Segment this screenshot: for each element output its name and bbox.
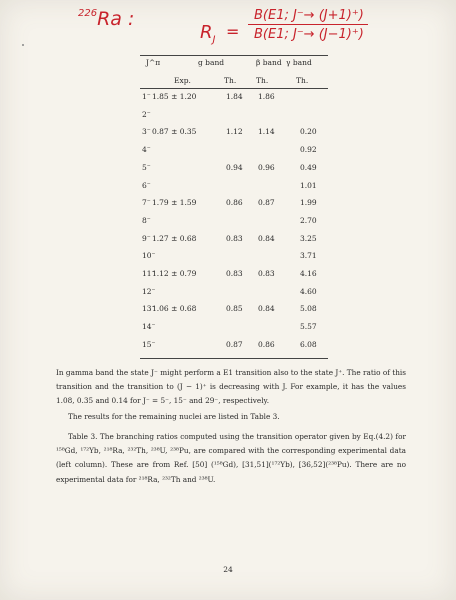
- cell-g-th: 1.12: [226, 127, 243, 137]
- cell-jpi: 15⁻: [142, 339, 156, 349]
- table-row: [140, 287, 330, 297]
- table-row: [140, 127, 330, 137]
- header-gamma-band: γ band: [286, 58, 312, 67]
- table-row: [140, 145, 330, 155]
- cell-g-th: 0.83: [226, 233, 243, 243]
- cell-gamma-th: 2.70: [300, 215, 317, 225]
- cell-exp: 1.12 ± 0.79: [152, 269, 197, 278]
- cell-jpi: 9⁻: [142, 233, 151, 243]
- cell-beta-th: 0.83: [258, 269, 275, 278]
- cell-gamma-th: 6.08: [300, 339, 317, 349]
- cell-g-th: 0.87: [226, 339, 243, 349]
- cell-jpi: 8⁻: [142, 215, 151, 225]
- cell-beta-th: 0.86: [258, 339, 275, 349]
- cell-exp: 0.87 ± 0.35: [152, 127, 197, 137]
- table-row: [140, 110, 330, 120]
- cell-beta-th: 0.84: [258, 233, 275, 243]
- table-row: [140, 163, 330, 173]
- cell-exp: 1.27 ± 0.68: [152, 233, 197, 243]
- cell-jpi: 2⁻: [142, 109, 151, 119]
- cell-gamma-th: 5.57: [300, 322, 317, 332]
- cell-jpi: 11⁻: [142, 269, 156, 278]
- paper-speck: [22, 44, 24, 46]
- fraction-numerator: B(E1; J⁻→ (J+1)⁺): [254, 8, 364, 23]
- nucleus-symbol: Ra :: [97, 8, 135, 30]
- table-bottom-rule: [140, 358, 328, 359]
- handwritten-nucleus-label: [78, 8, 134, 30]
- table-3-caption: Table 3. The branching ratios computed using the transition operator given by Eq.(4.2) for ¹⁵⁸Gd, ¹⁷²Yb, ²¹⁸Ra, ²³²Th, ²³⁸U, ²³⁸Pu, are compared with the corresponding experimental data (left column). These are from Ref. [50] (¹⁵⁸Gd), [31,51](¹⁷²Yb), [36,52](²³⁸Pu). There are no experimental data for ²¹⁸Ra, ²³²Th and ²³⁸U.: [56, 432, 406, 484]
- cell-gamma-th: 1.01: [300, 180, 317, 190]
- nucleus-mass: 226: [78, 8, 98, 19]
- table-top-rule: [140, 55, 328, 56]
- header-th-beta: Th.: [256, 76, 269, 85]
- cell-gamma-th: 0.92: [300, 145, 317, 155]
- handwritten-fraction: [248, 8, 398, 42]
- table-row: [140, 216, 330, 226]
- cell-beta-th: 0.84: [258, 304, 275, 314]
- header-th-g: Th.: [224, 76, 237, 85]
- cell-jpi: 6⁻: [142, 180, 151, 190]
- header-g-band: g band: [198, 58, 225, 67]
- cell-g-th: 1.84: [226, 92, 243, 101]
- cell-gamma-th: 1.99: [300, 198, 317, 208]
- paragraph-gamma-band: In gamma band the state J⁻ might perform a E1 transition also to the state J⁺. The ratio of this transition and the transition to (J − 1)⁺ is decreasing with J. For example, it has the values 1.08, 0.35 and 0.14 for J⁻ = 5⁻, 15⁻ and 29⁻, respectively.: [56, 368, 406, 406]
- table-row: [140, 269, 330, 279]
- cell-gamma-th: 5.08: [300, 304, 317, 314]
- table-row: [140, 340, 330, 350]
- cell-g-th: 0.83: [226, 269, 243, 278]
- fraction-bar: [248, 24, 368, 25]
- handwritten-ratio-symbol: [200, 22, 215, 46]
- handwritten-equals: =: [226, 22, 240, 41]
- table-header-rule: [140, 88, 328, 89]
- cell-g-th: 0.85: [226, 304, 243, 314]
- header-th-gamma: Th.: [296, 76, 309, 85]
- table-row: [140, 181, 330, 191]
- cell-gamma-th: 4.16: [300, 269, 317, 278]
- table-row: [140, 322, 330, 332]
- cell-beta-th: 1.14: [258, 127, 275, 137]
- cell-exp: 1.06 ± 0.68: [152, 304, 197, 314]
- cell-jpi: 1⁻: [142, 92, 151, 101]
- cell-exp: 1.85 ± 1.20: [152, 92, 197, 101]
- cell-gamma-th: 3.25: [300, 233, 317, 243]
- cell-jpi: 5⁻: [142, 162, 151, 172]
- cell-jpi: 7⁻: [142, 198, 151, 208]
- ratio-symbol: R: [200, 22, 213, 43]
- page-number: 24: [223, 565, 233, 574]
- paragraph-remaining-nuclei: The results for the remaining nuclei are listed in Table 3.: [68, 412, 280, 421]
- fraction-denominator: B(E1; J⁻→ (J−1)⁺): [254, 27, 364, 42]
- cell-gamma-th: 0.20: [300, 127, 317, 137]
- header-exp: Exp.: [174, 76, 191, 85]
- header-jpi: J^π: [146, 58, 161, 67]
- header-beta-band: β band: [256, 58, 282, 67]
- cell-jpi: 12⁻: [142, 286, 156, 296]
- cell-gamma-th: 3.71: [300, 251, 317, 261]
- cell-gamma-th: 4.60: [300, 286, 317, 296]
- cell-jpi: 10⁻: [142, 251, 156, 261]
- cell-g-th: 0.86: [226, 198, 243, 208]
- table-row: [140, 92, 330, 102]
- cell-beta-th: 0.96: [258, 162, 275, 172]
- cell-jpi: 13⁻: [142, 304, 156, 314]
- table-row: [140, 304, 330, 314]
- cell-gamma-th: 0.49: [300, 162, 317, 172]
- ratio-subscript: J: [212, 34, 216, 46]
- table-row: [140, 198, 330, 208]
- table-row: [140, 251, 330, 261]
- cell-jpi: 4⁻: [142, 145, 151, 155]
- cell-exp: 1.79 ± 1.59: [152, 198, 197, 208]
- cell-g-th: 0.94: [226, 162, 243, 172]
- cell-beta-th: 1.86: [258, 92, 275, 101]
- table-row: [140, 234, 330, 244]
- cell-jpi: 14⁻: [142, 322, 156, 332]
- cell-jpi: 3⁻: [142, 127, 151, 137]
- cell-beta-th: 0.87: [258, 198, 275, 208]
